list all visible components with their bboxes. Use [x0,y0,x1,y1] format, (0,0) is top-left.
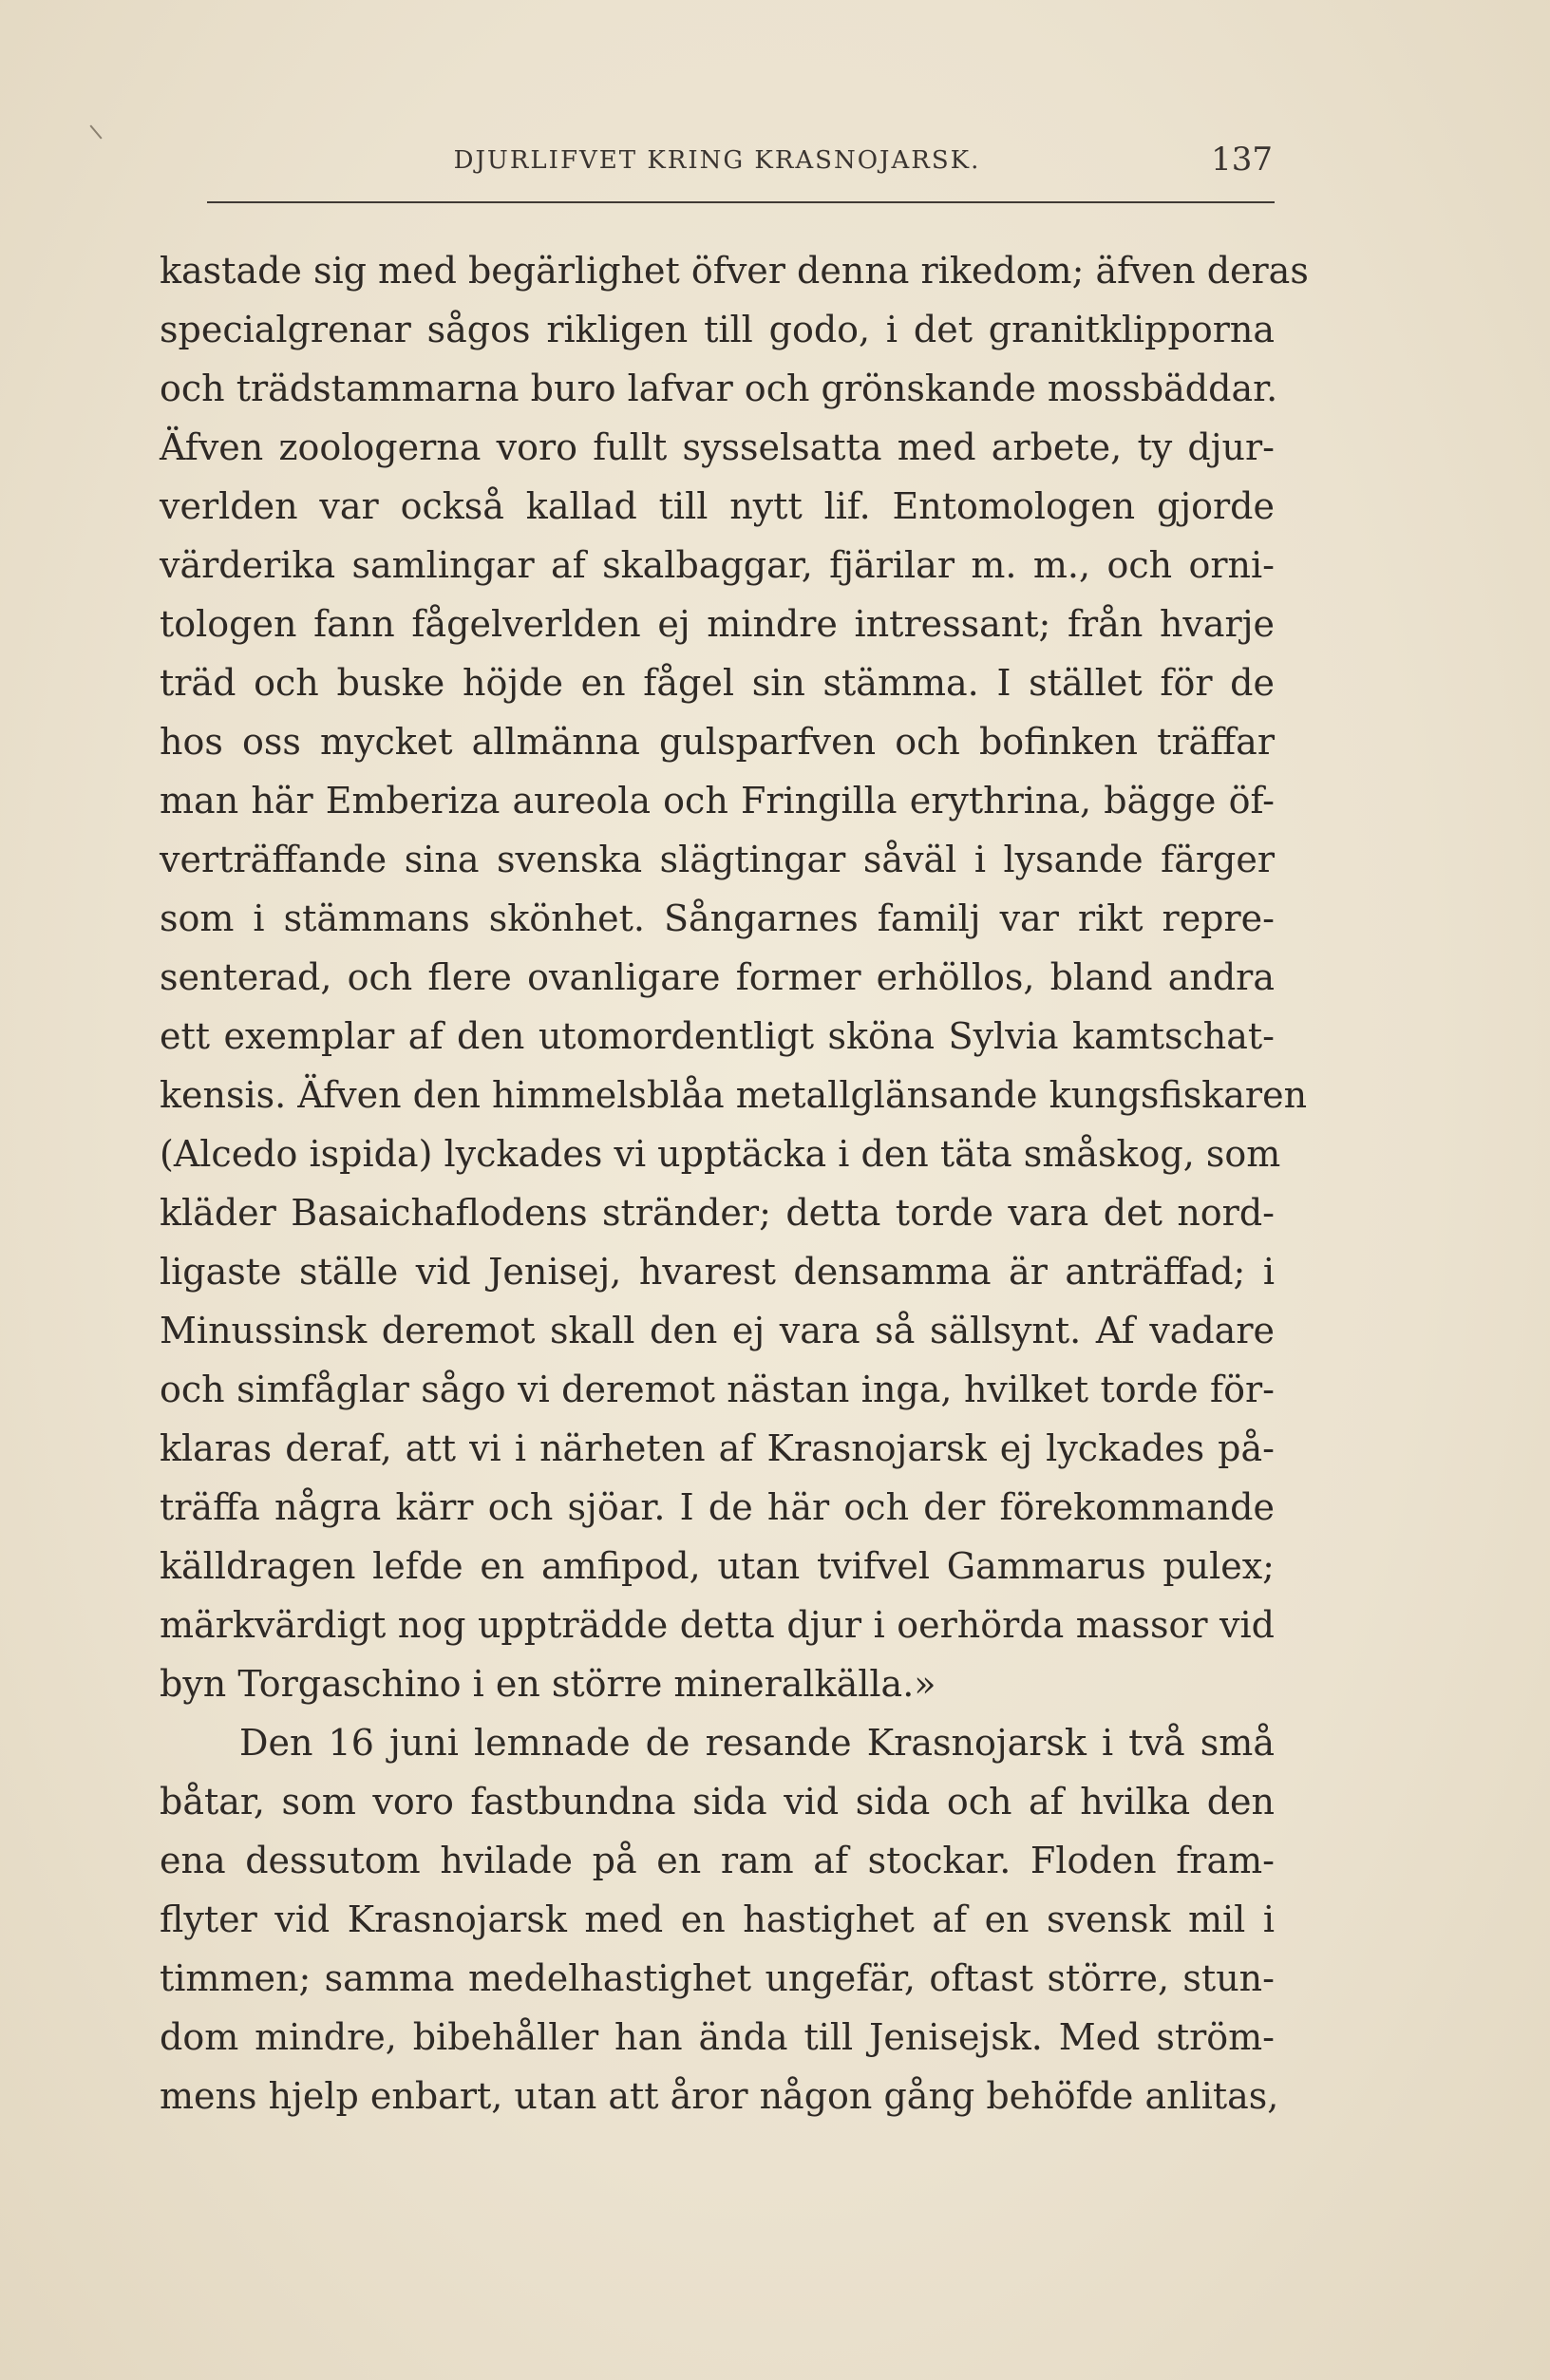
text-line: och simfåglar sågo vi deremot nästan inga, hvilket torde för- [160,1369,1275,1410]
text-line: byn Torgaschino i en större mineralkälla.» [160,1663,936,1705]
text-line: verlden var också kallad till nytt lif. Entomologen gjorde [160,485,1275,527]
text-line: timmen; samma medelhastighet ungefär, oftast större, stun- [160,1957,1275,1999]
text-line: träffa några kärr och sjöar. I de här och der förekommande [160,1486,1275,1528]
text-line: ett exemplar af den utomordentligt sköna Sylvia kamtschat- [160,1015,1275,1057]
text-line: som i stämmans skönhet. Sångarnes familj var rikt repre- [160,897,1275,939]
text-line: märkvärdigt nog uppträdde detta djur i oerhörda massor vid [160,1604,1275,1646]
text-line: och trädstammarna buro lafvar och grönskande mossbäddar. [160,368,1278,409]
text-line: kläder Basaichaflodens stränder; detta torde vara det nord- [160,1192,1275,1234]
paper-speck [89,124,102,139]
text-line: ena dessutom hvilade på en ram af stockar. Floden fram- [160,1840,1275,1881]
text-line: specialgrenar sågos rikligen till godo, i det granitklipporna [160,309,1275,350]
text-line: Den 16 juni lemnade de resande Krasnojarsk i två små [239,1722,1275,1764]
text-line: dom mindre, bibehåller han ända till Jenisejsk. Med ström- [160,2016,1275,2058]
page-number: 137 [1211,141,1273,179]
text-line: man här Emberiza aureola och Fringilla erythrina, bägge öf- [160,780,1275,822]
text-line: Minussinsk deremot skall den ej vara så sällsynt. Af vadare [160,1310,1275,1351]
running-title: DJURLIFVET KRING KRASNOJARSK. [453,146,981,175]
text-line: ligaste ställe vid Jenisej, hvarest densamma är anträffad; i [160,1251,1275,1293]
text-line: senterad, och flere ovanligare former erhöllos, bland andra [160,956,1275,998]
text-line: hos oss mycket allmänna gulsparfven och bofinken träffar [160,721,1275,763]
text-line: flyter vid Krasnojarsk med en hastighet af en svensk mil i [160,1898,1275,1940]
text-line: Äfven zoologerna voro fullt sysselsatta med arbete, ty djur- [160,426,1275,468]
text-line: kastade sig med begärlighet öfver denna rikedom; äfven deras [160,250,1309,292]
text-line: värderika samlingar af skalbaggar, fjärilar m. m., och orni- [160,544,1275,586]
text-line: (Alcedo ispida) lyckades vi upptäcka i den täta småskog, som [160,1133,1281,1175]
text-line: klaras deraf, att vi i närheten af Krasnojarsk ej lyckades på- [160,1427,1275,1469]
text-line: träd och buske höjde en fågel sin stämma. I stället för de [160,662,1275,704]
header-rule [207,201,1275,203]
page-header [161,139,1273,196]
text-line: källdragen lefde en amfipod, utan tvifvel Gammarus pulex; [160,1545,1275,1587]
text-line: verträffande sina svenska slägtingar såväl i lysande färger [160,839,1275,880]
text-line: tologen fann fågelverlden ej mindre intressant; från hvarje [160,603,1275,645]
text-line: mens hjelp enbart, utan att åror någon gång behöfde anlitas, [160,2075,1279,2117]
body-text [160,241,1309,2125]
text-line: båtar, som voro fastbundna sida vid sida och af hvilka den [160,1781,1275,1823]
text-line: kensis. Äfven den himmelsblåa metallglänsande kungsfiskaren [160,1074,1308,1116]
